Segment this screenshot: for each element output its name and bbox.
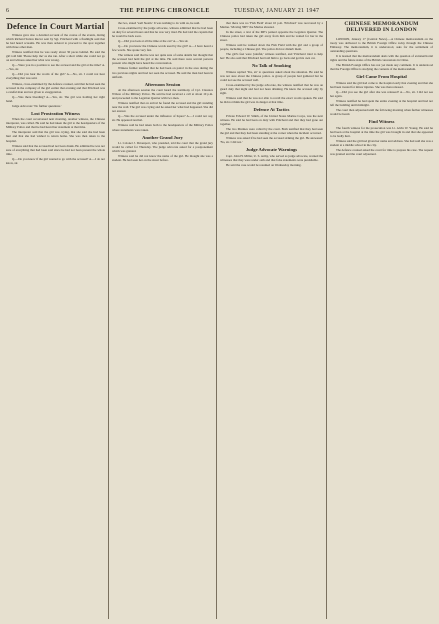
masthead: [6, 4, 433, 19]
page-number: 6: [6, 8, 10, 14]
paragraph: Witness further testified that he had been on patrol in the area during the two previous nights and had not seen the accused. He said the man had been in uniform.: [112, 66, 213, 79]
paragraph: The British Foreign Office has not yet made any comment. It is understood that the Foreign Office is studying the contents of the memorandum.: [330, 63, 433, 72]
column-divider: [216, 21, 217, 619]
column-2: [112, 21, 213, 621]
paragraph: Private Edward W. Smith, of the United States Marine Corps, was the next witness. He said he had been on duty with Pritchard and that they had gone out together.: [220, 113, 323, 126]
paragraph: Q.—Do you know the Chinese words used by the girl? A.—I have heard a few words. She spoke very fast.: [112, 44, 213, 53]
paragraph: LONDON, January 17 (Central News).—A Chinese memorandum on the treaty was delivered to the British Foreign Office today through the Chinese Embassy. The memorandum, it is understood, asks for the settlement of outstanding questions.: [330, 36, 433, 53]
paragraph: Witness said that the accused had not been drunk. He admitted he was not sure of everything that had been said since he had not been present the whole time.: [6, 143, 105, 156]
paragraph: Witness said he had taken both to the headquarters of the Military Police where statements were taken.: [112, 123, 213, 132]
paragraph: Capt. John H. Miller, U. S. Army, who served as judge advocate, warned the witnesses that they were under oath and that false statements were punishable.: [220, 153, 323, 162]
subheading: Another Grand Jury: [142, 134, 183, 140]
paragraph: Cross-examined by the judge advocate, witness admitted that he had been on duty for several hours and that he was very tired. He had told the captain that he would be back soon.: [112, 26, 213, 39]
paragraph: the two, stated 'well Steam.' It was nothing to do with us, he said.: [118, 21, 200, 25]
paragraph: In the street, a taxi of the MP's parked opposite the Legation Quarter. The Chinese police had taken the girl away from him and he waited for her in the street.: [220, 30, 323, 43]
subheading: Defence At Tactics: [253, 107, 290, 113]
paragraph: Q.—Was the accused under the influence of liquor? A.—I could not say, sir. He appeared normal.: [112, 114, 213, 123]
column-divider: [108, 21, 109, 619]
news-headline: CHINESE MEMORANDUM DELIVERED IN LONDON: [344, 21, 419, 34]
paragraph: At the afternoon session the court heard the testimony of Cpl. Clarence Wilson of the Military Police. He said he had received a call at about 10 p.m. and proceeded to the Legation Quarter with two men.: [112, 88, 213, 101]
paragraph: Witness was asked if he had seen the accused striking the girl. He answered: 'No, sir. I did not.': [220, 136, 323, 145]
column-3: [220, 21, 323, 621]
subheading: Lost Prostration Witness: [31, 110, 80, 116]
subheading: Judge Advocate Warnings: [245, 147, 298, 153]
paragraph: The witness said that he was not quite sure of some details but thought that the accused had held the girl at the time. He said there were several persons present who might have heard the conversation.: [112, 53, 213, 66]
paragraph: The interpreter said that the girl was crying, that she said she had been hurt and that she had wished to return home. She was then taken to the hospital.: [6, 130, 105, 143]
paragraph: Q.—Was there bleeding? A.—Yes, sir. The girl was holding her right hand.: [6, 94, 105, 103]
subheading: No Talk of Smoking: [252, 63, 291, 69]
paragraph: He said the case would be resumed on Wednesday morning.: [226, 162, 302, 167]
paper-title: THE PEIPING CHRONICLE: [119, 8, 210, 14]
paragraph: Witness said the girl had come to the hospital early that evening and that she had been treated for minor injuries. She was then released.: [330, 80, 433, 89]
subheading: Girl Came From Hospital: [356, 74, 407, 80]
paragraph: The court then adjourned until the following morning when further witnesses would be heard.: [330, 107, 433, 117]
paragraph: The girl's feet were 'painful,' witness testified, and 'Pritchard tried to help her.' He also said that Pritchard had told him to go back and get his own car.: [220, 52, 323, 61]
paragraph: Q.—Did you hear the words of the girl? A.—No, sir. I could not hear everything that was said.: [6, 72, 105, 81]
paragraph: Witness testified that on arrival he found the accused and the girl standing near the wall. The girl was crying and he asked her what had happened. She did not answer.: [112, 101, 213, 114]
paragraph: Witness replied 'Yes, sir' to questions asked about the situation. He said he was not sure about the Chinese police. A group of people had gathered but he could not see the accused well.: [220, 69, 323, 83]
paragraph: that there was no 'Fish Field' about 10 p.m. 'Pritchard' was recovered by a Marine. 'Moving 'MP!' the Marine shouted.: [220, 21, 323, 30]
article-headline: Defence In Court Martial: [6, 21, 105, 31]
paragraph: Cross-examined by the judge advocate, the witness testified that he was on guard duty that night and had not been drinking. He knew the accused only by sight.: [220, 83, 323, 96]
paragraph: Q.—Did you look at all the time at the car? A.—Yes sir.: [118, 39, 189, 44]
paragraph: It is learned that the memorandum deals with the question of extraterritorial rights and the future status of the British concessions in China.: [330, 54, 433, 63]
paragraph: Witness testified he had spent the entire evening at the hospital and had not left the building until midnight.: [330, 98, 433, 107]
paragraph: Q.—Did you see the girl after she was released? A.—No, sir. I did not see her again.: [330, 89, 433, 98]
paragraph: Witness gave also a detailed account of the course of the events, during which Richard Sutton Rector sent by Sgt. Pritchard with a flashlight said that he had heard screams. He was then ordered to proceed to the spot together with three other men.: [6, 33, 105, 50]
paragraph: Q.—Do you know if the girl wanted to go with the accused? A.—I do not know, sir.: [6, 156, 105, 165]
paragraph: When the court reconvened next morning, another witness, the Chinese interpreter, was called. He said he had taken the girl to the headquarters of the Military Police and that he had heard her statement at that time.: [6, 117, 105, 130]
paragraph: Witness said he walked down the Fish Field with the girl and a group of people, including a Chinese girl. The police did not disturb them.: [220, 43, 323, 52]
paragraph: The defence counsel asked the court for time to prepare his case. The request was granted and the court adjourned.: [330, 147, 433, 156]
paragraph: Q.—Were you in a position to see the accused and the girl at the time? A.—Yes, sir.: [6, 63, 105, 72]
column-divider: [326, 21, 327, 619]
paragraph: Witness testified that he was ready about 30 paces behind. He said the girl told him 'Please help me' as she ran. After a short while she could not go on and witness asked her what was wrong.: [6, 50, 105, 63]
paragraph: Witness said the girl had given her name and address. She had said she was a student at a middle school in the city.: [330, 138, 433, 147]
column-1: [6, 21, 105, 621]
paragraph: The two Marines were called by the court. Both testified that they had seen the girl and that they had been standing at the corner when the incident occurred.: [220, 126, 323, 135]
subheading: Find Witness: [368, 119, 395, 125]
issue-date: TUESDAY, JANUARY 21 1947: [233, 8, 320, 14]
paragraph: Witness said that he was not able to recall the exact words spoken. He said he did not think the girl was in danger at that time.: [220, 96, 323, 105]
paragraph: The fourth witness for the prosecution was Lt. Alvin W. Young. He said he had been at the hospital at the time the girl was brought in and that she appeared to be badly hurt.: [330, 125, 433, 138]
column-4: [330, 21, 433, 621]
paragraph: Witness, cross-examined by the defence counsel, said that he had seen the accused in the company of the girl earlier that evening and that Pritchard was a careful man and not given to exaggeration.: [6, 81, 105, 94]
subheading: Afternoon Session: [144, 81, 181, 87]
paragraph: Witness said he did not know the name of the girl. He thought she was a student. He had seen her on the street before.: [112, 154, 213, 163]
paragraph: Judge Advocate: 'No further questions.': [12, 103, 62, 108]
paragraph: Lt. Colonel J. Davenport, who presided, told the court that the grand jury would be called for Thursday. The judge advocate asked for a postponement which was granted.: [112, 141, 213, 154]
